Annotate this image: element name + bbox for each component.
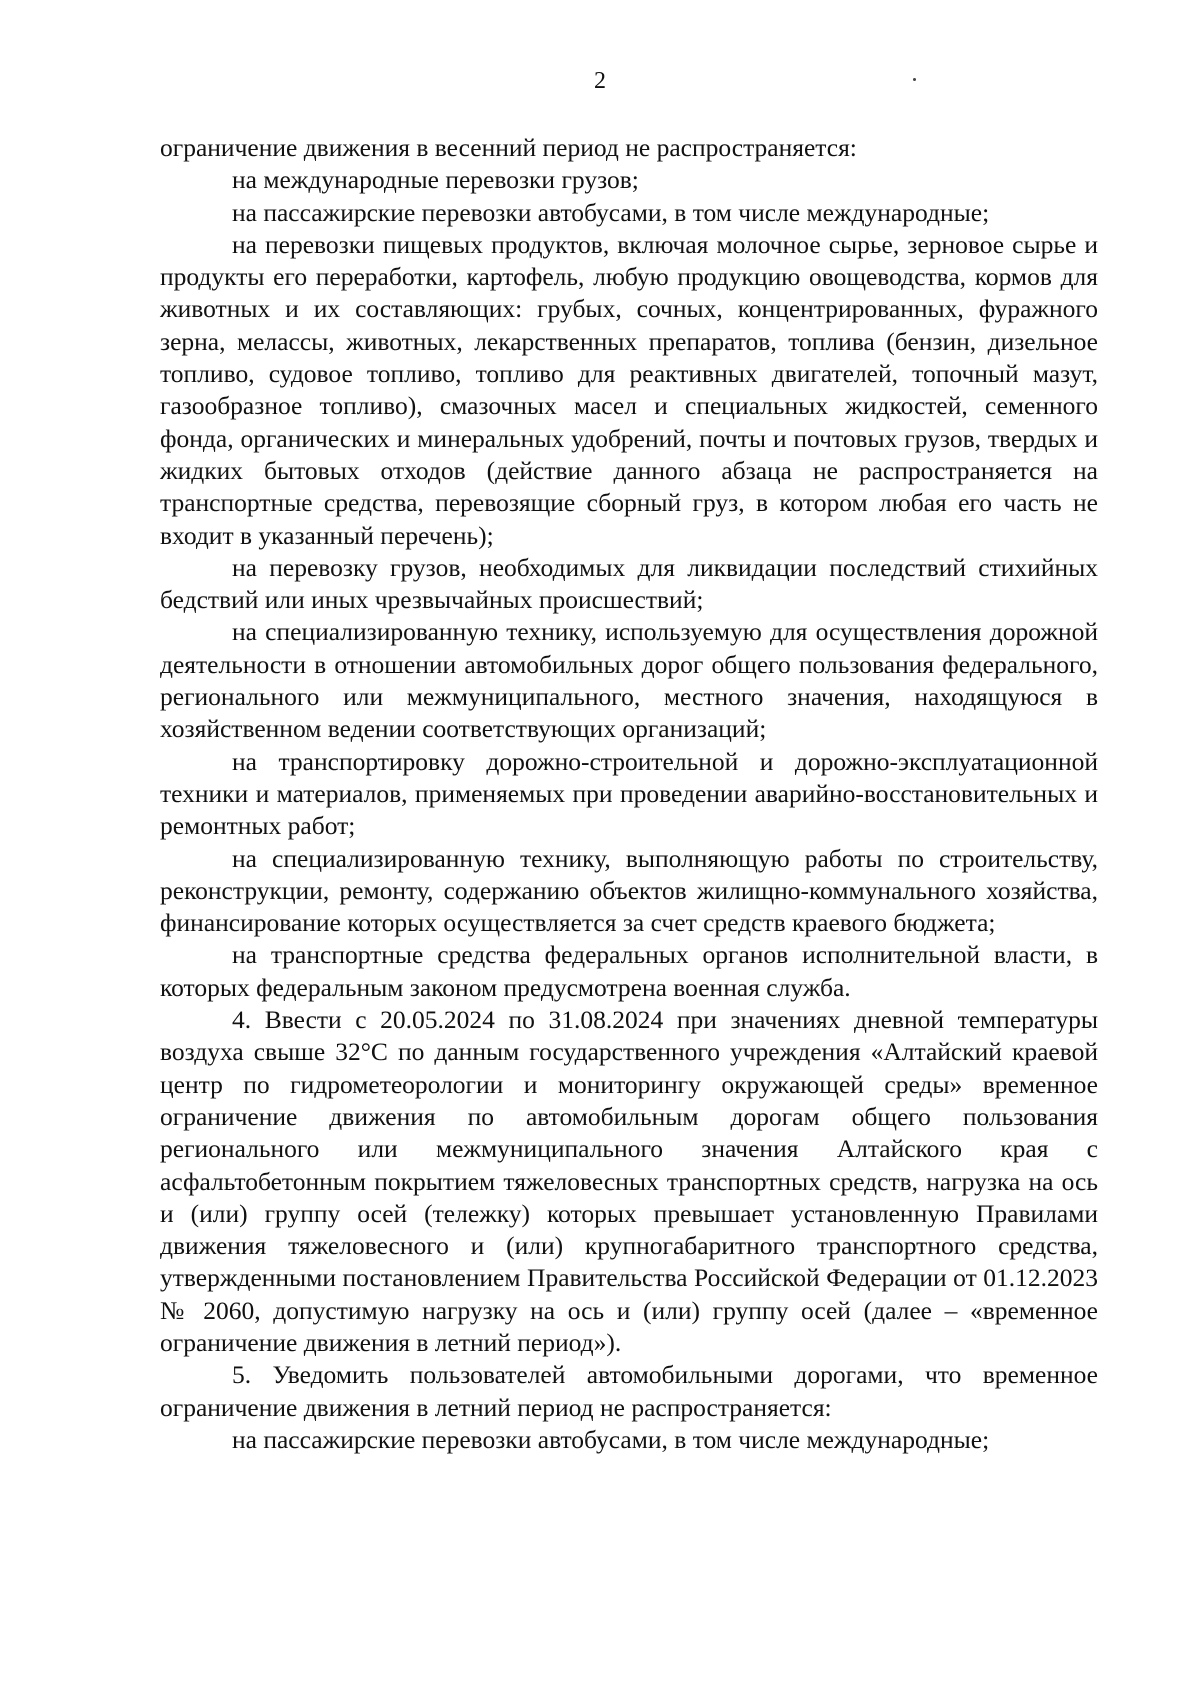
list-item-bus-passenger-summer: на пассажирские перевозки автобусами, в том числе международные;	[232, 1424, 990, 1454]
scan-speck	[913, 78, 916, 81]
list-item-emergency-cargo: на перевозку грузов, необходимых для ликвидации последствий стихийных бедствий или иных чрезвычайных происшествий;	[160, 552, 1098, 615]
list-item-road-construction-transport: на транспортировку дорожно-строительной и дорожно-эксплуатационной техники и материалов, применяемых при проведении аварийно-восстановительных и ремонтных работ;	[160, 746, 1098, 841]
document-body	[160, 132, 1098, 1456]
list-item-road-maintenance: на специализированную технику, используемую для осуществления дорожной деятельности в отношении автомобильных дорог общего пользования федерального, регионального или межмуниципального, местного значения, находящуюся в хозяйственном ведении соответствующих организаций;	[160, 617, 1098, 744]
clause-5: 5. Уведомить пользователей автомобильными дорогами, что временное ограничение движения в летний период не распространяется:	[160, 1360, 1098, 1422]
paragraph-intro: ограничение движения в весенний период не распространяется:	[160, 133, 857, 162]
list-item-food-products: на перевозки пищевых продуктов, включая молочное сырье, зерновое сырье и продукты его переработки, картофель, любую продукцию овощеводства, кормов для животных и их составляющих: грубых, сочных, концентрированных, фуражного зерна, мелассы, животных, лекарственных препаратов, топлива (бензин, дизельное топливо, судовое топливо, топливо для реактивных двигателей, топочный мазут, газообразное топливо), смазочных масел и специальных жидкостей, семенного фонда, органических и минеральных удобрений, почты и почтовых грузов, твердых и жидких бытовых отходов (действие данного абзаца не распространяется на транспортные средства, перевозящие сборный груз, в котором любая его часть не входит в указанный перечень);	[160, 229, 1098, 550]
list-item-housing-utilities: на специализированную технику, выполняющую работы по строительству, реконструкции, ремонту, содержанию объектов жилищно-коммунального хозяйства, финансирование которых осуществляется за счет средств краевого бюджета;	[160, 843, 1098, 938]
list-item-federal-military: на транспортные средства федеральных органов исполнительной власти, в которых федеральным законом предусмотрена военная служба.	[160, 940, 1098, 1002]
clause-4: 4. Ввести с 20.05.2024 по 31.08.2024 при значениях дневной температуры воздуха свыше 32°С по данным государственного учреждения «Алтайский краевой центр по гидрометеорологии и мониторингу окружающей среды» временное ограничение движения по автомобильным дорогам общего пользования регионального или межмуниципального значения Алтайского края с асфальтобетонным покрытием тяжеловесных транспортных средств, нагрузка на ось и (или) группу осей (тележку) которых превышает установленную Правилами движения тяжеловесного и (или) крупногабаритного транспортного средства, утвержденными постановлением Правительства Российской Федерации от 01.12.2023 № 2060, допустимую нагрузку на ось и (или) группу осей (далее – «временное ограничение движения в летний период»).	[160, 1005, 1098, 1357]
list-item-international-cargo: на международные перевозки грузов;	[232, 165, 639, 195]
list-item-bus-passenger: на пассажирские перевозки автобусами, в том числе международные;	[232, 197, 990, 227]
page-number: 2	[594, 68, 606, 94]
